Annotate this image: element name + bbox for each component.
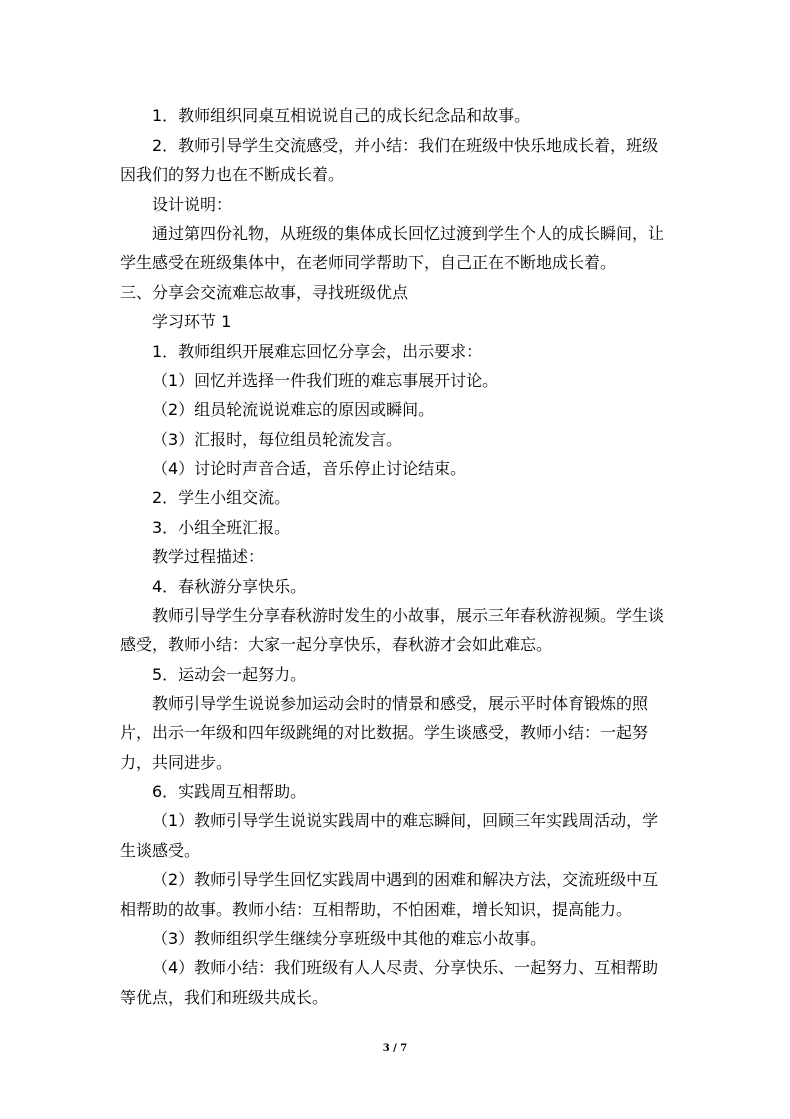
text-line: 2．学生小组交流。 (152, 488, 291, 507)
text-line: 学习环节 1 (152, 312, 232, 331)
text-line: 1．教师组织开展难忘回忆分享会，出示要求： (152, 342, 483, 361)
text-line: （4）讨论时声音合适，音乐停止讨论结束。 (152, 459, 467, 478)
text-line: （1）回忆并选择一件我们班的难忘事展开讨论。 (152, 371, 499, 390)
text-line: 等优点，我们和班级共成长。 (120, 988, 329, 1007)
page-number: 3 / 7 (382, 1043, 408, 1054)
text-line: （1）教师引导学生说说实践周中的难忘瞬间，回顾三年实践周活动，学 (152, 811, 659, 830)
text-line: 生谈感受。 (120, 841, 201, 860)
text-line: （3）汇报时，每位组员轮流发言。 (152, 430, 403, 449)
text-line: 相帮助的故事。教师小结：互相帮助，不怕困难，增长知识，提高能力。 (120, 900, 633, 919)
text-line: （2）组员轮流说说难忘的原因或瞬间。 (152, 400, 435, 419)
text-line: 力，共同进步。 (120, 753, 233, 772)
text-line: （2）教师引导学生回忆实践周中遇到的困难和解决方法，交流班级中互 (152, 870, 659, 889)
text-line: （3）教师组织学生继续分享班级中其他的难忘小故事。 (152, 929, 547, 948)
text-line: 6．实践周互相帮助。 (152, 782, 307, 801)
text-line: 感受，教师小结：大家一起分享快乐，春秋游才会如此难忘。 (120, 635, 553, 654)
text-line: 通过第四份礼物，从班级的集体成长回忆过渡到学生个人的成长瞬间，让 (152, 224, 665, 243)
text-line: 1．教师组织同桌互相说说自己的成长纪念品和故事。 (152, 106, 531, 125)
text-line: 4．春秋游分享快乐。 (152, 577, 307, 596)
text-line: 5．运动会一起努力。 (152, 665, 307, 684)
text-line: 教师引导学生说说参加运动会时的情景和感受，展示平时体育锻炼的照 (152, 694, 649, 713)
text-line: （4）教师小结：我们班级有人人尽责、分享快乐、一起努力、互相帮助 (152, 958, 659, 977)
text-line: 2．教师引导学生交流感受，并小结：我们在班级中快乐地成长着，班级 (152, 136, 659, 155)
text-line: 片，出示一年级和四年级跳绳的对比数据。学生谈感受，教师小结：一起努 (120, 723, 649, 742)
text-line: 因我们的努力也在不断成长着。 (120, 165, 345, 184)
section-heading: 三、分享会交流难忘故事，寻找班级优点 (120, 283, 409, 302)
text-line: 学生感受在班级集体中，在老师同学帮助下，自己正在不断地成长着。 (120, 253, 617, 272)
text-line: 设计说明： (152, 195, 233, 214)
text-line: 3．小组全班汇报。 (152, 518, 291, 537)
text-line: 教学过程描述： (152, 547, 265, 566)
text-line: 教师引导学生分享春秋游时发生的小故事，展示三年春秋游视频。学生谈 (152, 606, 665, 625)
